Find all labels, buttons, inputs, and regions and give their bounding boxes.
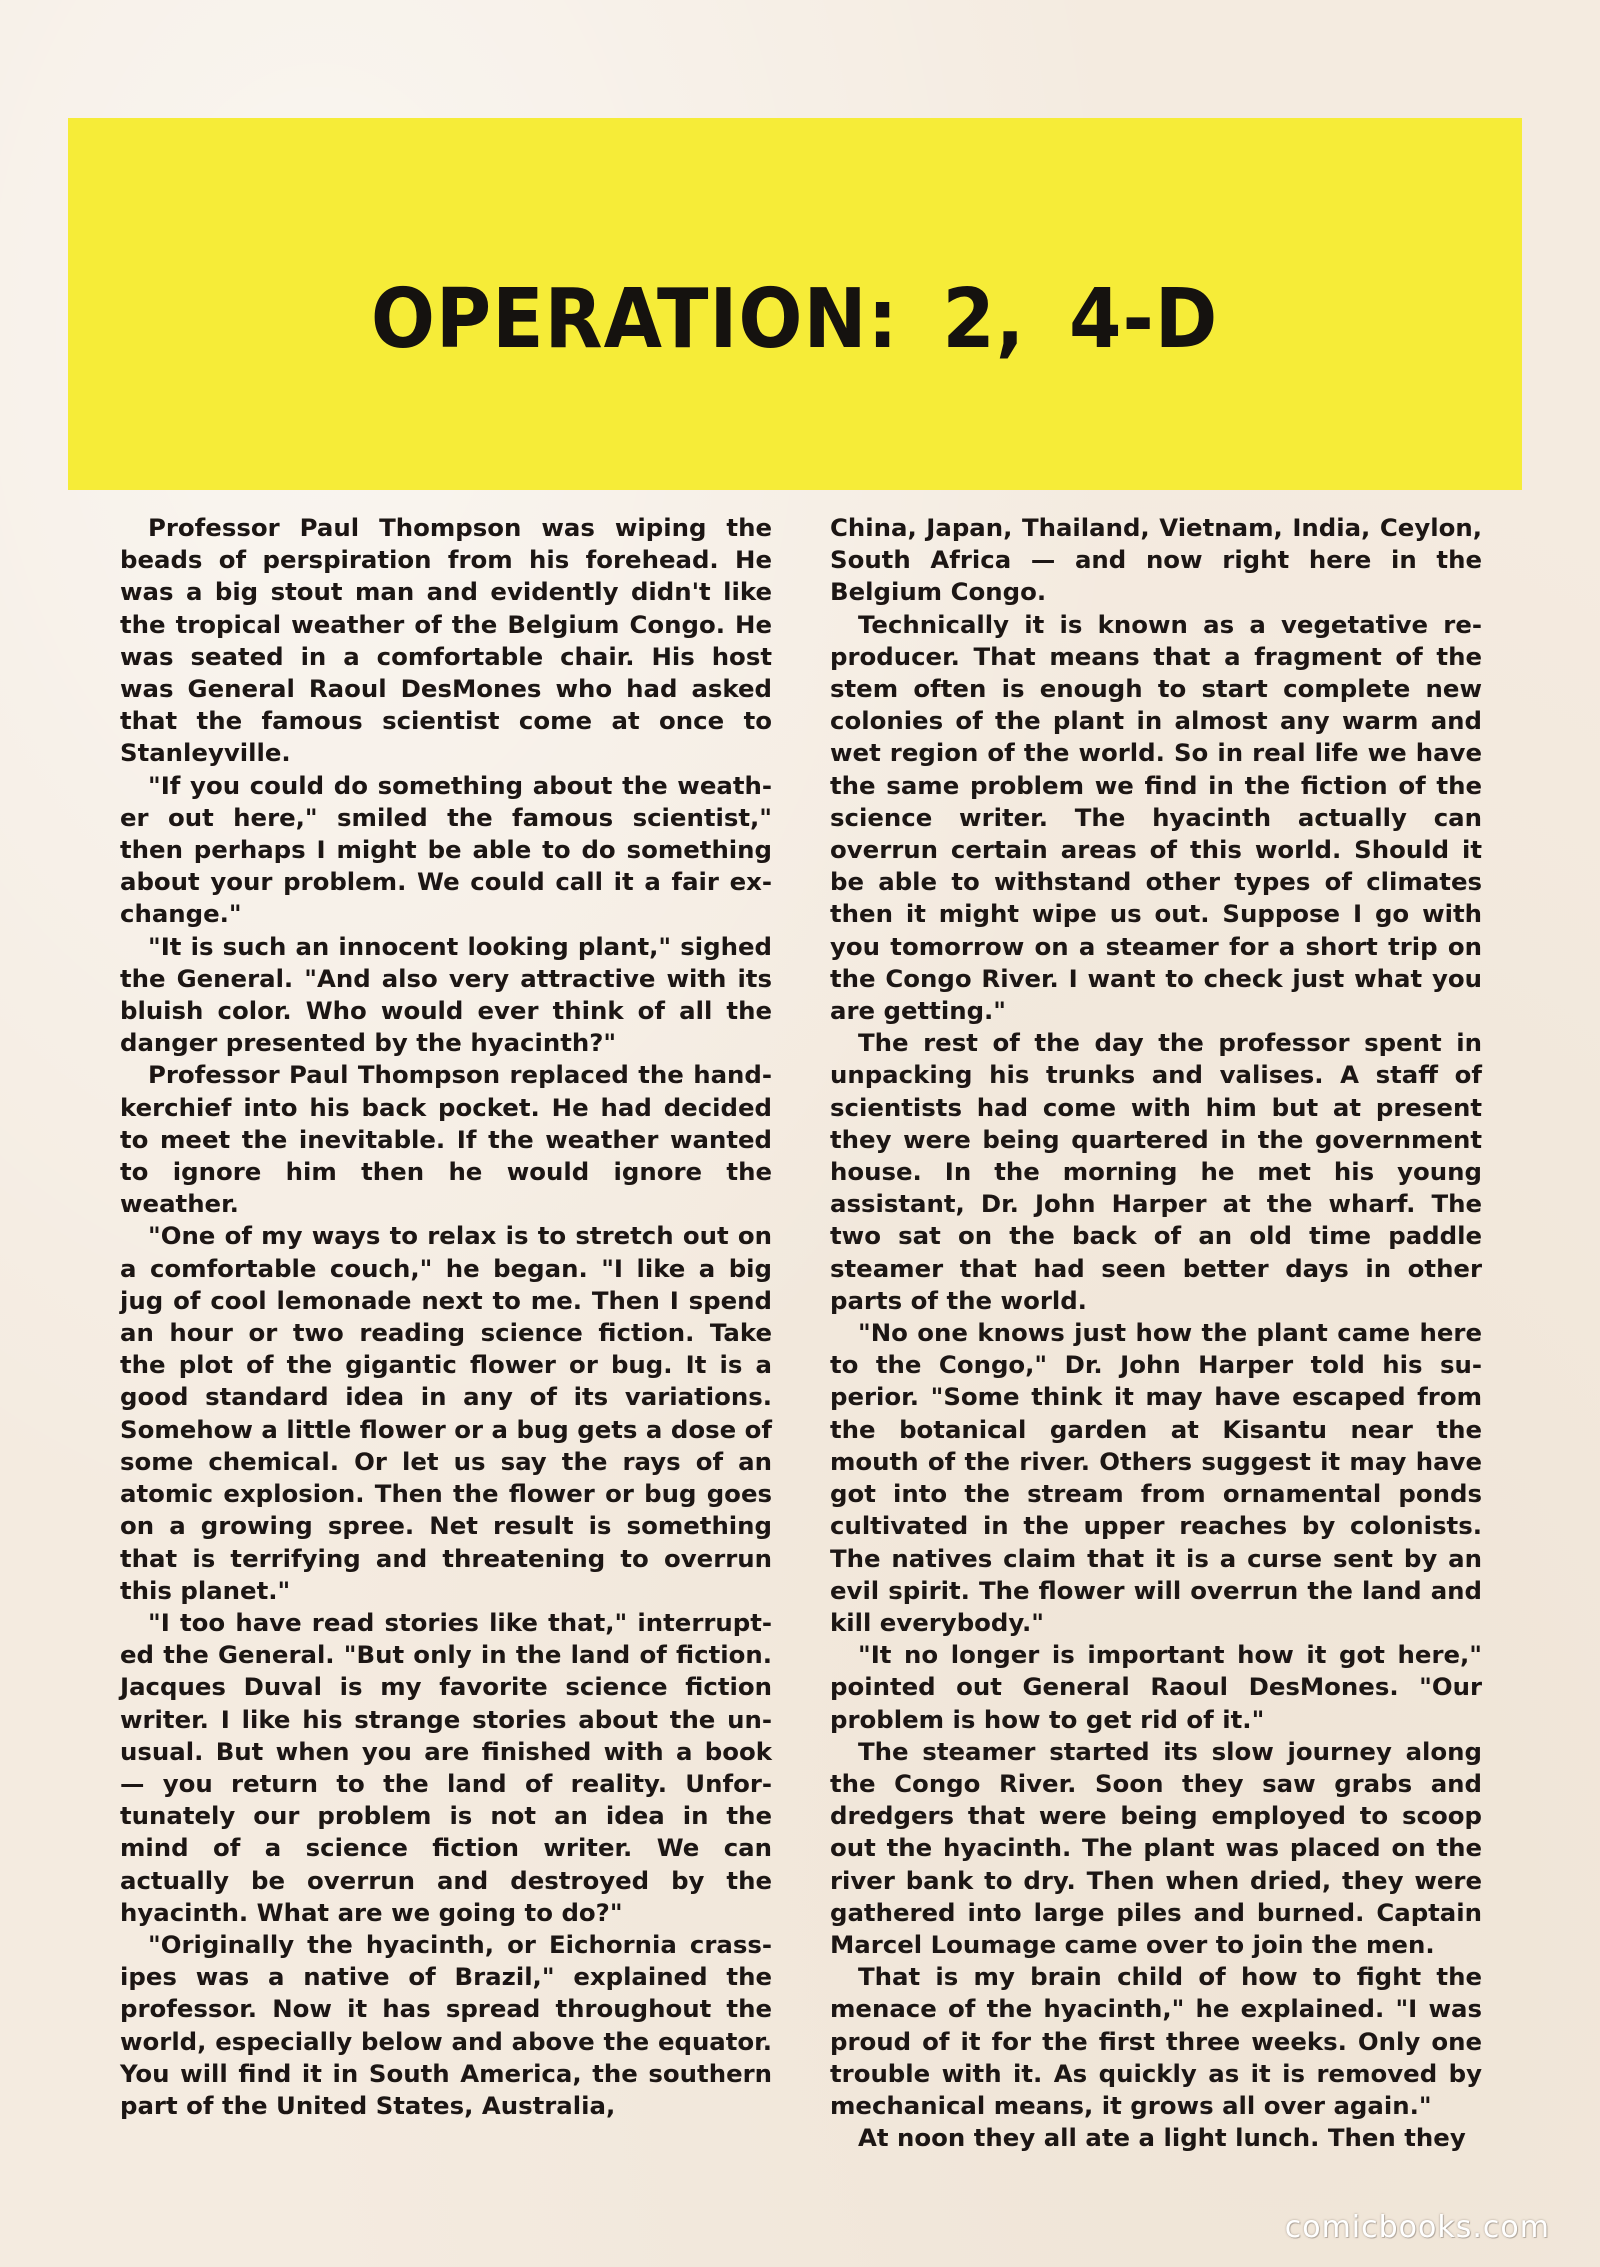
paragraph: Professor Paul Thompson replaced the handkerchief into his back pocket. He had decided to meet the inevitable. If the weather wanted to ignore him then he would ignore the weather. [120,1060,772,1219]
paragraph: "One of my ways to relax is to stretch out on a comfortable couch," he began. "I like a big jug of cool lemonade next to me. Then I spend an hour or two reading science fiction. Take the plot of the gigantic flower or bug. It is a good standard idea in any of its variations. Somehow a little flower or a bug gets a dose of some chemical. Or let us say the rays of an atomic explosion. Then the flower or bug goes on a growing spree. Net result is something that is terrifying and threatening to overrun this planet." [120,1221,772,1605]
paragraph: "It is such an innocent looking plant," sighed the General. "And also very attractive with its bluish color. Who would ever think of all the danger presented by the hyacinth?" [120,931,772,1058]
paragraph-continuation: China, Japan, Thailand, Vietnam, India, Ceylon, South Africa — and now right here in the Belgium Congo. [830,513,1482,607]
paragraph: "I too have read stories like that," interrupted the General. "But only in the land of fiction. Jacques Duval is my favorite science fiction writer. I like his strange stories about the unusual. But when you are finished with a book — you return to the land of reality. Unfortunately our problem is not an idea in the mind of a science fiction writer. We can actually be overrun and destroyed by the hyacinth. What are we going to do?" [120,1607,772,1927]
title-banner [68,118,1522,490]
paragraph: "No one knows just how the plant came here to the Congo," Dr. John Harper told his superior. "Some think it may have escaped from the botanical garden at Kisantu near the mouth of the river. Others suggest it may have got into the stream from ornamental ponds cultivated in the upper reaches by colonists. The natives claim that it is a curse sent by an evil spirit. The flower will overrun the land and kill everybody." [830,1318,1482,1637]
right-column [830,512,1482,2154]
paragraph: The rest of the day the professor spent in unpacking his trunks and valises. A staff of scientists had come with him but at present they were being quartered in the government house. In the morning he met his young assistant, Dr. John Harper at the wharf. The two sat on the back of an old time paddle steamer that had seen better days in other parts of the world. [830,1028,1482,1315]
paragraph: "Originally the hyacinth, or Eichornia crassipes was a native of Brazil," explained the professor. Now it has spread throughout the world, especially below and above the equator. You will find it in South America, the southern part of the United States, Australia, [120,1929,772,2120]
paragraph: At noon they all ate a light lunch. Then they [858,2123,1466,2153]
paragraph: Professor Paul Thompson was wiping the beads of perspiration from his forehead. He was a big stout man and evidently didn't like the tropical weather of the Belgium Congo. He was seated in a comfortable chair. His host was General Raoul DesMones who had asked that the famous scientist come at once to Stanleyville. [120,513,772,768]
paragraph: Technically it is known as a vegetative reproducer. That means that a fragment of the stem often is enough to start complete new colonies of the plant in almost any warm and wet region of the world. So in real life we have the same problem we find in the fiction of the science writer. The hyacinth actually can overrun certain areas of this world. Should it be able to withstand other types of climates then it might wipe us out. Suppose I go with you tomorrow on a steamer for a short trip on the Congo River. I want to check just what you are getting." [830,609,1482,1026]
story-title: OPERATION: 2, 4-D [371,271,1219,367]
paragraph: "It no longer is important how it got here," pointed out General Raoul DesMones. "Our problem is how to get rid of it." [830,1640,1482,1734]
paragraph: "If you could do something about the weather out here," smiled the famous scientist," then perhaps I might be able to do something about your problem. We could call it a fair exchange." [120,770,772,929]
left-column [120,512,772,2122]
watermark: comicbooks.com [1284,2210,1550,2245]
paragraph: The steamer started its slow journey along the Congo River. Soon they saw grabs and dredgers that were being employed to scoop out the hyacinth. The plant was placed on the river bank to dry. Then when dried, they were gathered into large piles and burned. Captain Marcel Loumage came over to join the men. [830,1736,1482,1959]
paragraph: That is my brain child of how to fight the menace of the hyacinth," he explained. "I was proud of it for the first three weeks. Only one trouble with it. As quickly as it is removed by mechanical means, it grows all over again." [830,1962,1482,2120]
